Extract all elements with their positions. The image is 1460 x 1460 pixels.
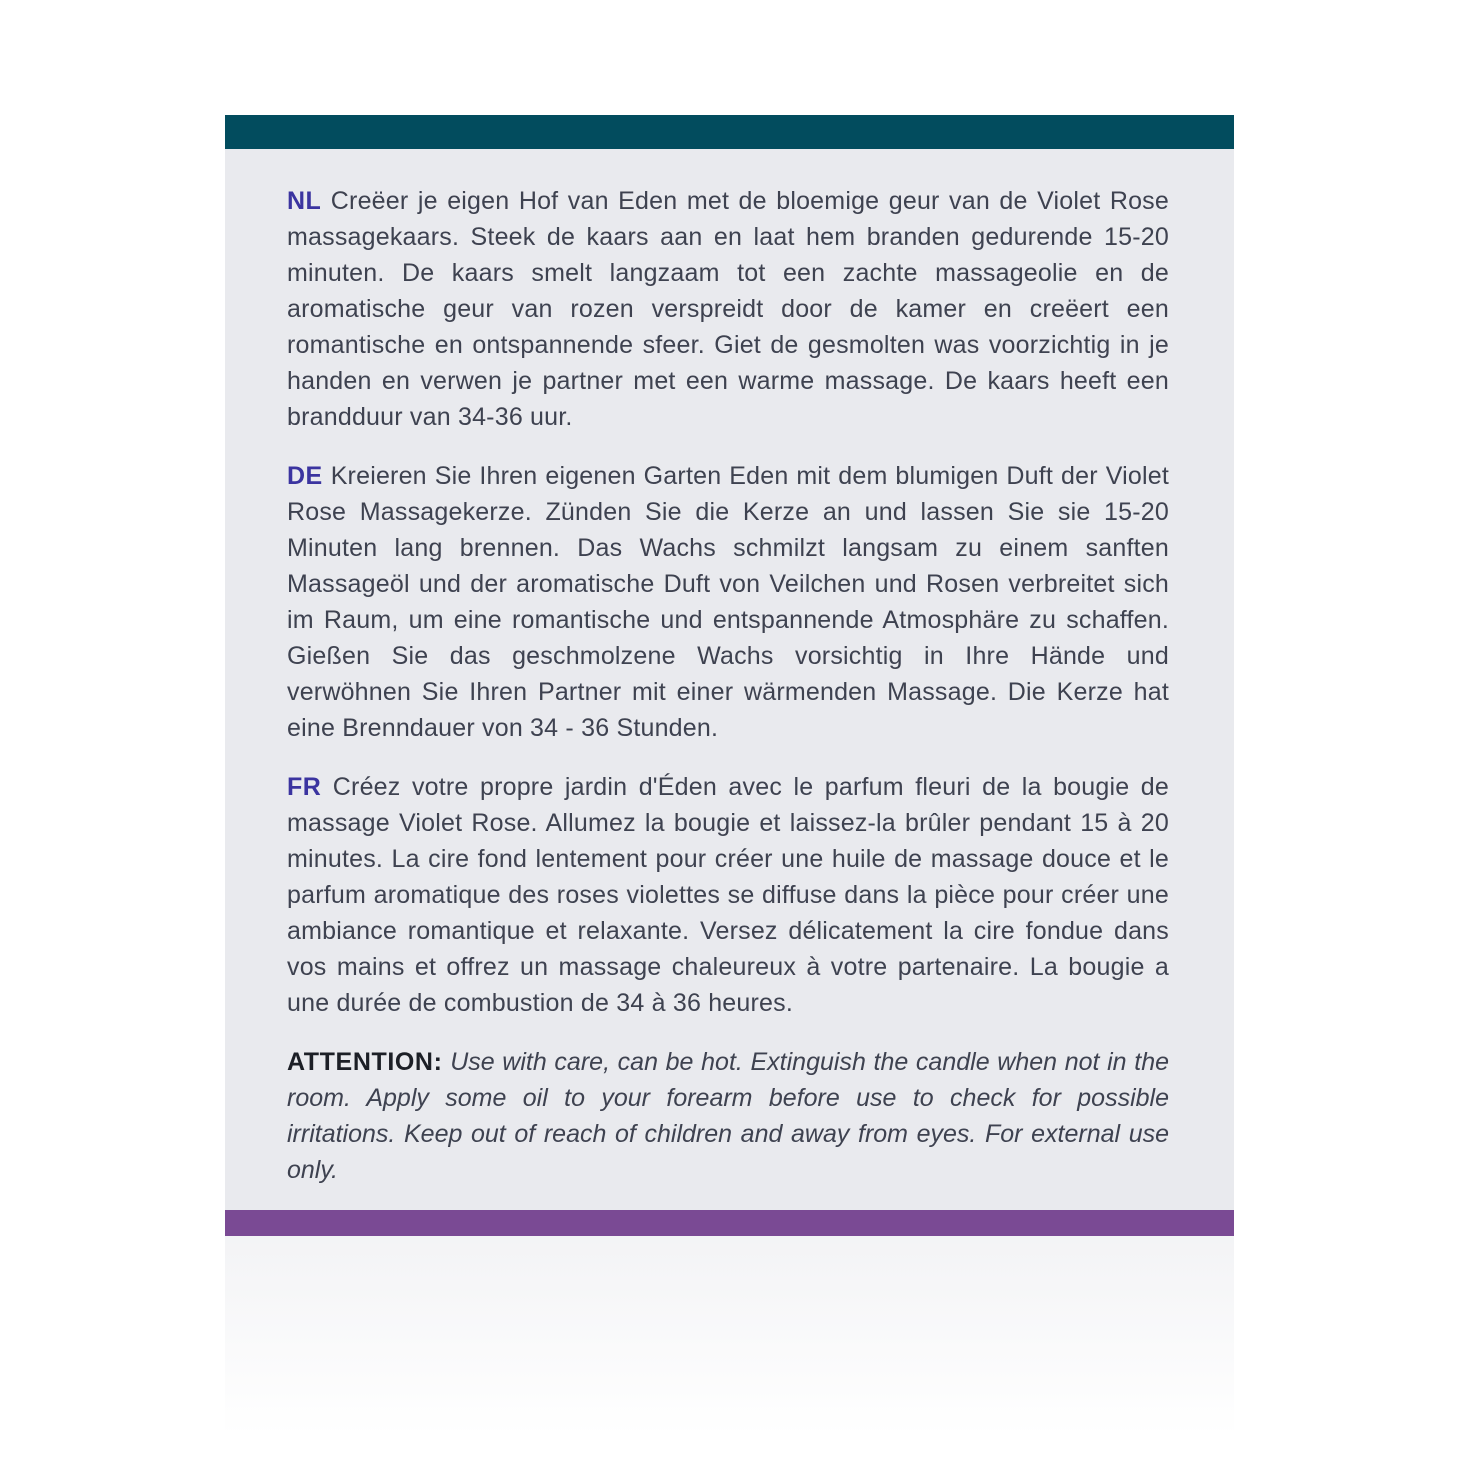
card-reflection — [225, 1236, 1234, 1436]
description-fr: Créez votre propre jardin d'Éden avec le parfum fleuri de la bougie de massage Violet Rose. Allumez la bougie et laissez-la brûler pendant 15 à 20 minutes. La cire fond lentement pour créer une huile de massage douce et le parfum aromatique des roses violettes se diffuse dans la pièce pour créer une ambiance romantique et relaxante. Versez délicatement la cire fondue dans vos mains et offrez un massage chaleureux à votre partenaire. La bougie a une durée de combustion de 34 à 36 heures. — [287, 773, 1169, 1017]
attention-label: ATTENTION: — [287, 1048, 443, 1076]
bottom-color-bar — [225, 1210, 1234, 1236]
section-fr — [287, 769, 1169, 1021]
section-nl — [287, 183, 1169, 435]
section-de — [287, 458, 1169, 746]
attention-warning — [287, 1044, 1169, 1188]
attention-text: Use with care, can be hot. Extinguish the candle when not in the room. Apply some oil to your forearm before use to check for possible irritations. Keep out of reach of children and away from eyes. For external use only. — [287, 1048, 1169, 1184]
language-code-de: DE — [287, 462, 323, 490]
language-code-fr: FR — [287, 773, 322, 801]
language-code-nl: NL — [287, 187, 322, 215]
card-content — [287, 183, 1169, 1188]
instruction-card — [225, 115, 1234, 1236]
top-color-bar — [225, 115, 1234, 149]
description-de: Kreieren Sie Ihren eigenen Garten Eden mit dem blumigen Duft der Violet Rose Massagekerze. Zünden Sie die Kerze an und lassen Sie sie 15-20 Minuten lang brennen. Das Wachs schmilzt langsam zu einem sanften Massageöl und der aromatische Duft von Veilchen und Rosen verbreitet sich im Raum, um eine romantische und entspannende Atmosphäre zu schaffen. Gießen Sie das geschmolzene Wachs vorsichtig in Ihre Hände und verwöhnen Sie Ihren Partner mit einer wärmenden Massage. Die Kerze hat eine Brenndauer von 34 - 36 Stunden. — [287, 462, 1169, 742]
description-nl: Creëer je eigen Hof van Eden met de bloemige geur van de Violet Rose massagekaars. Steek de kaars aan en laat hem branden gedurende 15-20 minuten. De kaars smelt langzaam tot een zachte massageolie en de aromatische geur van rozen verspreidt door de kamer en creëert een romantische en ontspannende sfeer. Giet de gesmolten was voorzichtig in je handen en verwen je partner met een warme massage. De kaars heeft een brandduur van 34-36 uur. — [287, 187, 1169, 431]
